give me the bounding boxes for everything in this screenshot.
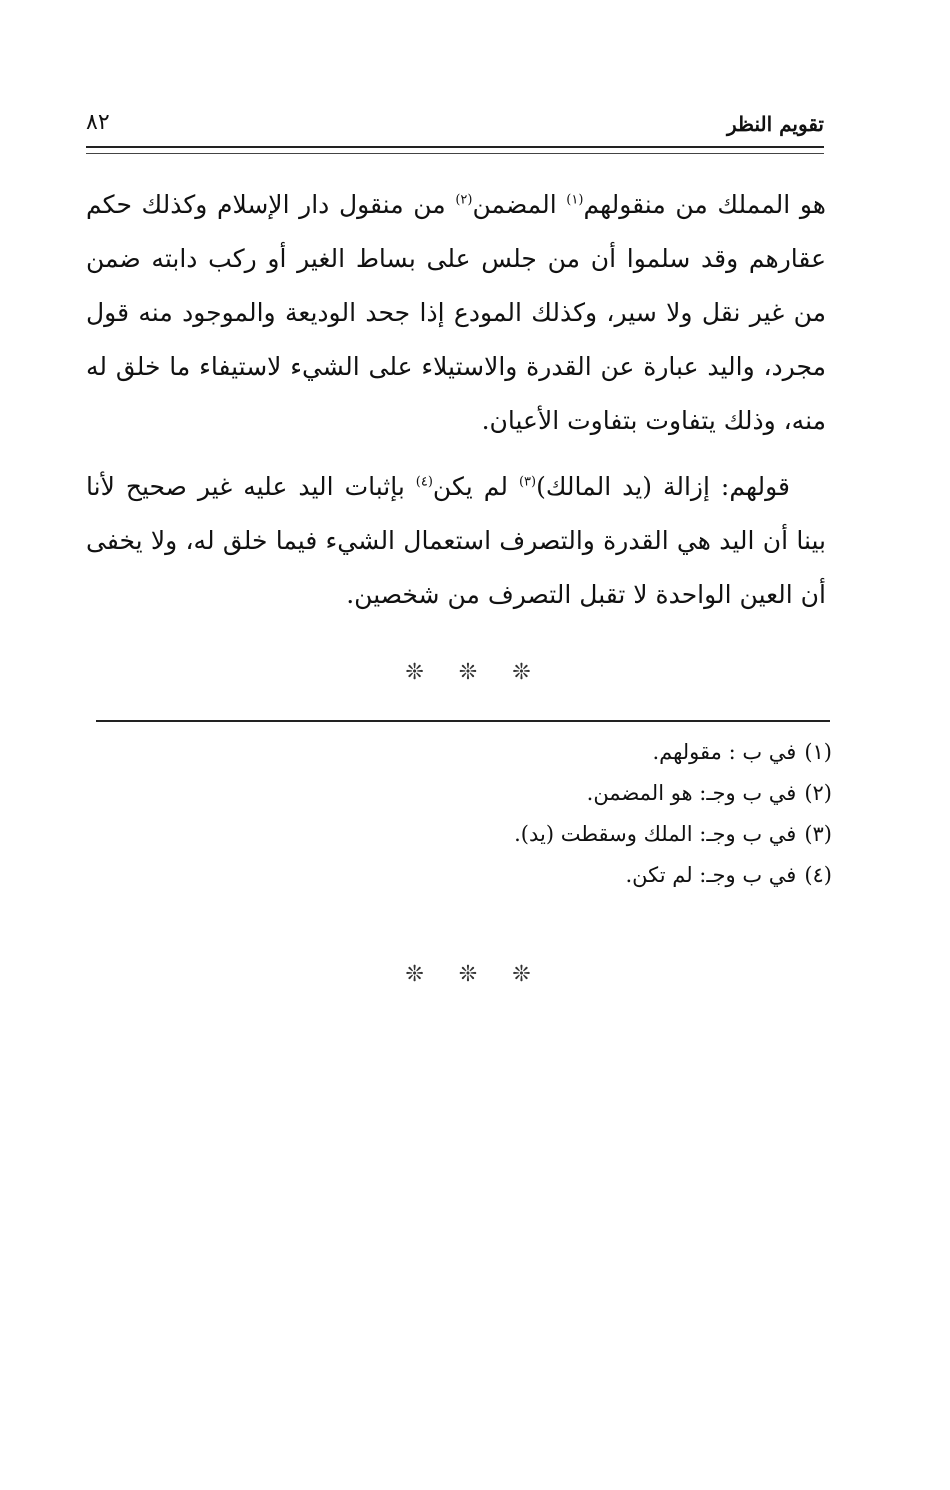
footnote-number: (٢) bbox=[804, 781, 832, 805]
text-run: لم يكن bbox=[432, 472, 519, 501]
footnote-ref-3: (٣) bbox=[518, 474, 537, 490]
footnote-number: (٣) bbox=[804, 822, 832, 846]
footnotes bbox=[232, 732, 832, 896]
book-title: تقويم النظر bbox=[727, 112, 824, 136]
text-run: هو المملك من منقولهم bbox=[583, 190, 826, 219]
footnote-4 bbox=[232, 855, 832, 896]
section-separator-bottom: ❊ ❊ ❊ bbox=[405, 962, 545, 987]
main-text bbox=[86, 178, 826, 622]
paragraph-1 bbox=[86, 178, 826, 448]
footnote-3 bbox=[232, 814, 832, 855]
footnote-number: (٤) bbox=[804, 863, 832, 887]
text-run: من منقول دار الإسلام وكذلك حكم عقارهم وقد سلموا أن من جلس على بساط الغير أو ركب دابته ضمن من غير نقل ولا سير، وكذلك المودع إذا جحد الوديعة والموجود منه قول مجرد، واليد عبارة عن القدرة والاستيلاء على الشيء لاستيفاء ما خلق له منه، وذلك يتفاوت بتفاوت الأعيان. bbox=[86, 190, 826, 435]
footnote-ref-1: (١) bbox=[566, 192, 584, 208]
footnote-ref-4: (٤) bbox=[415, 474, 433, 490]
footnote-1 bbox=[232, 732, 832, 773]
footnote-2 bbox=[232, 773, 832, 814]
page-number: ٨٢ bbox=[86, 110, 110, 135]
text-run: قولهم: إزالة (يد المالك) bbox=[536, 472, 790, 501]
footnote-ref-2: (٢) bbox=[455, 192, 473, 208]
footnote-text: في ب : مقولهم. bbox=[652, 740, 797, 764]
footnote-text: في ب وجـ: هو المضمن. bbox=[586, 781, 797, 805]
running-head bbox=[86, 108, 824, 144]
footnote-number: (١) bbox=[804, 740, 832, 764]
footnote-rule bbox=[96, 720, 830, 722]
footnote-text: في ب وجـ: الملك وسقطت (يد). bbox=[514, 822, 797, 846]
text-run: المضمن bbox=[472, 190, 567, 219]
section-separator: ❊ ❊ ❊ bbox=[405, 660, 545, 685]
text-run: بإثبات اليد عليه غير صحيح لأنا بينا أن اليد هي القدرة والتصرف استعمال الشيء فيما خلق له، ولا يخفى أن العين الواحدة لا تقبل التصرف من شخصين. bbox=[86, 472, 826, 609]
footnote-text: في ب وجـ: لم تكن. bbox=[625, 863, 797, 887]
paragraph-2 bbox=[86, 460, 826, 622]
header-rule bbox=[86, 146, 824, 148]
header-rule-thin bbox=[86, 153, 824, 154]
